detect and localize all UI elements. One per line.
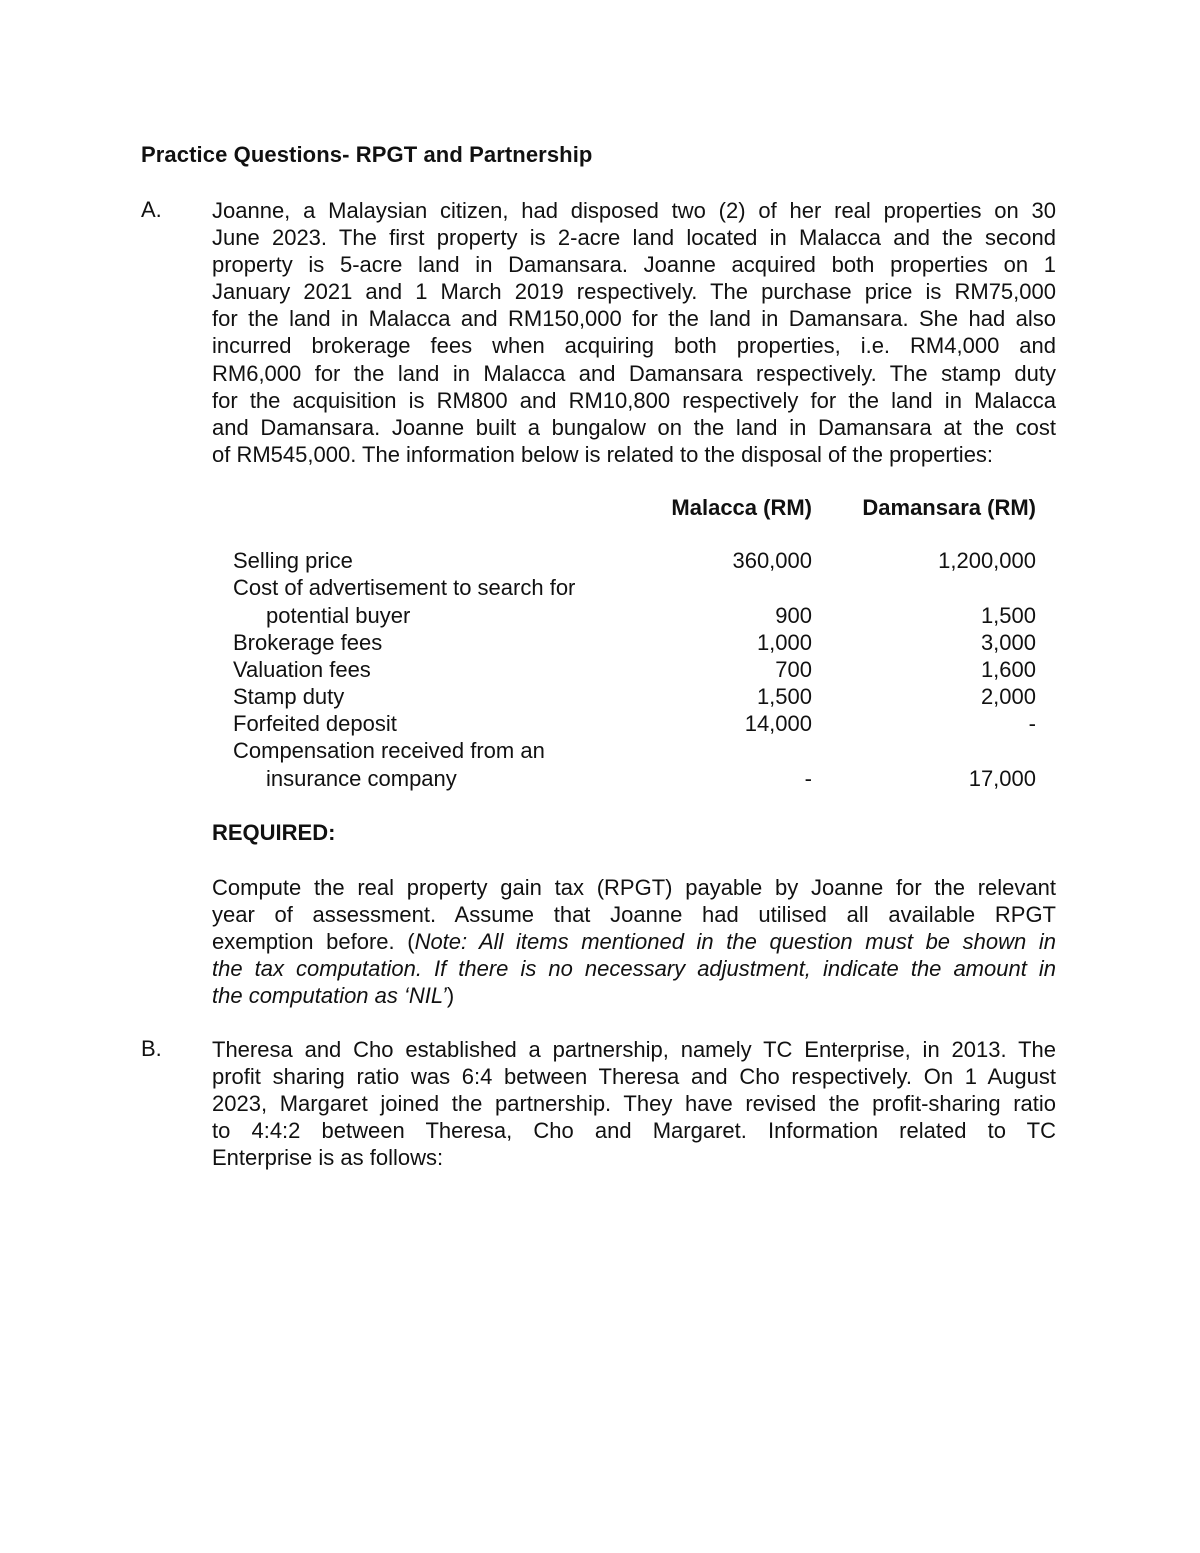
paragraph-line: June 2023. The first property is 2-acre land located in Malacca and the second — [212, 225, 1056, 251]
row-label: Compensation received from an — [233, 738, 545, 763]
paragraph-line: Compute the real property gain tax (RPGT) payable by Joanne for the relevant — [212, 875, 1056, 900]
damansara-value: 1,500 — [980, 603, 1036, 628]
row-label: potential buyer — [266, 603, 411, 628]
column-header-damansara: Damansara (RM) — [862, 495, 1036, 520]
damansara-value: - — [1028, 711, 1036, 736]
paragraph-line: Theresa and Cho established a partnership, namely TC Enterprise, in 2013. The — [212, 1037, 1056, 1062]
page-title: Practice Questions- RPGT and Partnership — [141, 142, 593, 167]
section-b-paragraph — [212, 1036, 1056, 1171]
paragraph-line: Enterprise is as follows: — [212, 1145, 444, 1171]
paragraph-line: profit sharing ratio was 6:4 between Theresa and Cho respectively. On 1 August — [212, 1064, 1056, 1090]
required-heading: REQUIRED: — [212, 820, 336, 845]
row-label: Forfeited deposit — [233, 711, 397, 736]
paragraph-line: to 4:4:2 between Theresa, Cho and Margaret. Information related to TC — [212, 1118, 1056, 1144]
malacca-value: 14,000 — [744, 711, 812, 736]
malacca-value: - — [804, 766, 812, 791]
damansara-value: 3,000 — [980, 630, 1036, 655]
paragraph-line — [212, 928, 1056, 955]
row-label: insurance company — [266, 766, 457, 791]
paragraph-line: property is 5-acre land in Damansara. Joanne acquired both properties on 1 — [212, 252, 1056, 278]
row-label: Stamp duty — [233, 684, 345, 709]
row-label: Brokerage fees — [233, 630, 383, 655]
damansara-value: 1,600 — [980, 657, 1036, 682]
row-label: Selling price — [233, 548, 353, 573]
paragraph-line: year of assessment. Assume that Joanne had utilised all available RPGT — [212, 902, 1056, 928]
note-text: Note: All items mentioned in the question must be shown in — [414, 929, 1056, 955]
paragraph-line: and Damansara. Joanne built a bungalow on the land in Damansara at the cost — [212, 414, 1056, 440]
note-text: the computation as ‘NIL’ — [212, 983, 447, 1009]
damansara-value: 17,000 — [968, 766, 1036, 791]
note-line — [212, 982, 1056, 1009]
paragraph-line: 2023, Margaret joined the partnership. They have revised the profit-sharing ratio — [212, 1091, 1056, 1117]
malacca-value: 700 — [775, 657, 812, 682]
paragraph-line: for the acquisition is RM800 and RM10,800 respectively for the land in Malacca — [212, 387, 1056, 413]
section-a-letter: A. — [141, 197, 162, 222]
damansara-value: 1,200,000 — [938, 548, 1036, 573]
damansara-value: 2,000 — [980, 684, 1036, 709]
column-header-malacca: Malacca (RM) — [671, 495, 812, 520]
paragraph-text: ) — [446, 983, 455, 1009]
row-label: Valuation fees — [233, 657, 371, 682]
paragraph-line: incurred brokerage fees when acquiring both properties, i.e. RM4,000 and — [212, 333, 1056, 359]
paragraph-line: of RM545,000. The information below is related to the disposal of the properties: — [212, 441, 994, 467]
paragraph-line: RM6,000 for the land in Malacca and Damansara respectively. The stamp duty — [212, 360, 1056, 386]
malacca-value: 1,000 — [756, 630, 812, 655]
required-paragraph — [212, 874, 1056, 1009]
section-a-paragraph — [212, 197, 1056, 468]
malacca-value: 1,500 — [756, 684, 812, 709]
paragraph-text: exemption before. ( — [212, 929, 415, 955]
paragraph-line: January 2021 and 1 March 2019 respectively. The purchase price is RM75,000 — [212, 279, 1056, 305]
malacca-value: 900 — [775, 603, 812, 628]
section-b-letter: B. — [141, 1036, 162, 1061]
note-line: the tax computation. If there is no necessary adjustment, indicate the amount in — [212, 956, 1056, 982]
paragraph-line: for the land in Malacca and RM150,000 for the land in Damansara. She had also — [212, 306, 1056, 332]
paragraph-line: Joanne, a Malaysian citizen, had disposed two (2) of her real properties on 30 — [212, 198, 1056, 223]
malacca-value: 360,000 — [732, 548, 812, 573]
row-label: Cost of advertisement to search for — [233, 575, 576, 600]
